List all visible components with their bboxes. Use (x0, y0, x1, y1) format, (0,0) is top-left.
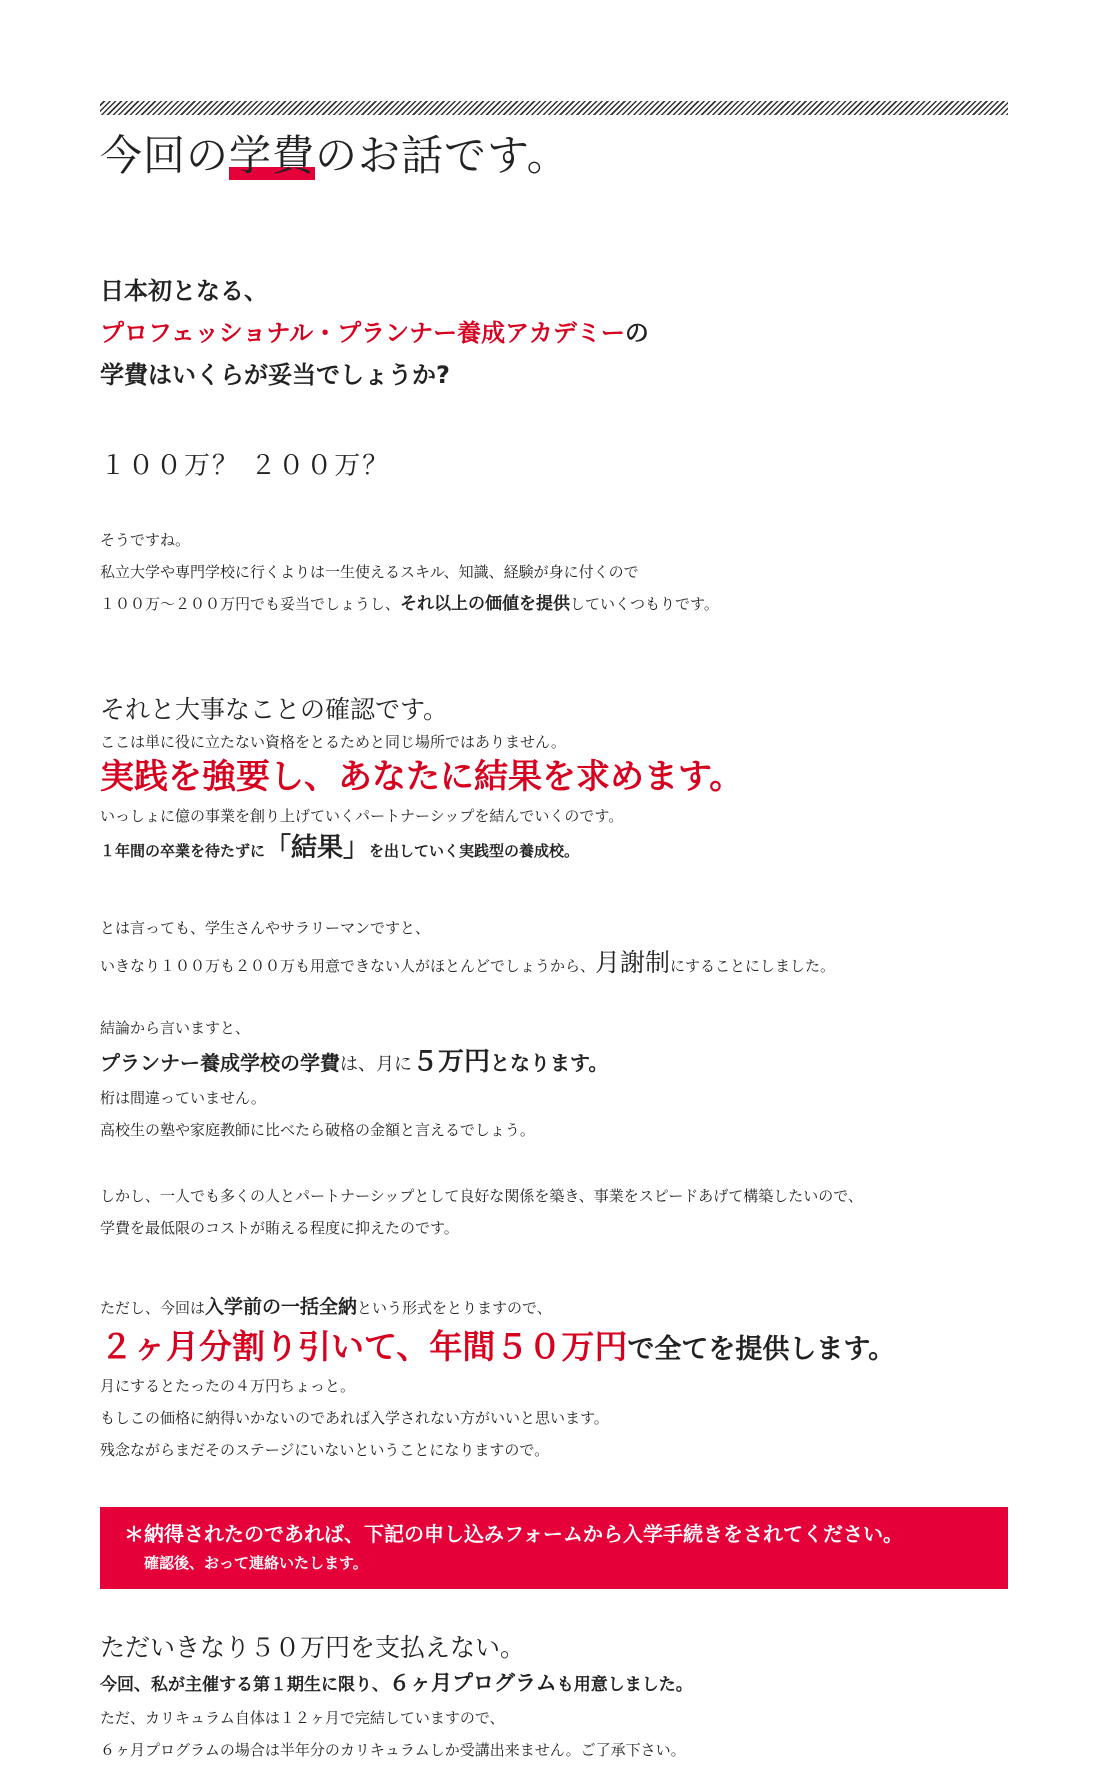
section-conclusion-note: 桁は間違っていません。 高校生の塾や家庭教師に比べたら破格の金額と言えるでしょう。 (100, 1089, 535, 1139)
highlighted-keyword: 学費 (229, 131, 316, 180)
section-six-month-title: ただいきなり５０万円を支払えない。 (100, 1633, 526, 1662)
enrollment-notice-banner (100, 1507, 1008, 1589)
price-question: １００万？ ２００万？ (100, 451, 391, 481)
intro-question: 日本初となる、 プロフェッショナル・プランナー養成アカデミーの 学費はいくらが妥当でしょうか? (100, 277, 649, 389)
section-six-month-offer: 今回、私が主催する第１期生に限り、６ヶ月プログラムも用意しました。 (100, 1671, 693, 1695)
section-lump-sum-note: 月にするとたったの４万円ちょっと。 もしこの価格に納得いかないのであれば入学されない方がいいと思います。 残念ながらまだそのステージにいないということになりますので。 (100, 1377, 609, 1459)
academy-name: プロフェッショナル・プランナー養成アカデミー (100, 319, 625, 347)
section-confirm-title: それと大事なことの確認です。 (100, 695, 449, 724)
section-conclusion-fee: プランナー養成学校の学費は、月に５万円となります。 (100, 1047, 609, 1077)
section-value: そうですね。 私立大学や専門学校に行くよりは一生使えるスキル、知識、経験が身に付くので １００万～２００万円でも妥当でしょうし、それ以上の価値を提供していくつもりです。 (100, 531, 719, 614)
section-six-month-note: ただ、カリキュラム自体は１２ヶ月で完結していますので、 ６ヶ月プログラムの場合は半年分のカリキュラムしか受講出来ません。ご了承下さい。 (100, 1709, 686, 1759)
section-confirm-emphasis: 実践を強要し、あなたに結果を求めます。 (100, 757, 744, 797)
page-title: 今回の学費のお話です。 (100, 131, 570, 180)
enrollment-notice: ＊納得されたのであれば、下記の申し込みフォームから入学手続きをされてください。 (124, 1522, 903, 1546)
section-confirm-text: ここは単に役に立たない資格をとるためと同じ場所ではありません。 (100, 733, 566, 751)
section-confirm-result: １年間の卒業を待たずに「結果」を出していく実践型の養成校。 (100, 833, 580, 863)
section-partnership: しかし、一人でも多くの人とパートナーシップとして良好な関係を築き、事業をスピードあげて構築したいので、 学費を最低限のコストが賄える程度に抑えたのです。 (100, 1187, 863, 1237)
section-conclusion-intro: 結論から言いますと、 (100, 1019, 251, 1037)
enrollment-followup: 確認後、おって連絡いたします。 (144, 1554, 368, 1572)
section-monthly: とは言っても、学生さんやサラリーマンですと、 いきなり１００万も２００万も用意できない人がほとんどでしょうから、月謝制にすることにしました。 (100, 919, 836, 977)
section-lump-sum-offer: ２ヶ月分割り引いて、年間５０万円で全てを提供します。 (100, 1327, 896, 1366)
hatched-divider (100, 101, 1008, 115)
section-confirm-partnership: いっしょに億の事業を創り上げていくパートナーシップを結んでいくのです。 (100, 807, 624, 825)
section-lump-sum: ただし、今回は入学前の一括全納という形式をとりますので、 (100, 1296, 552, 1318)
